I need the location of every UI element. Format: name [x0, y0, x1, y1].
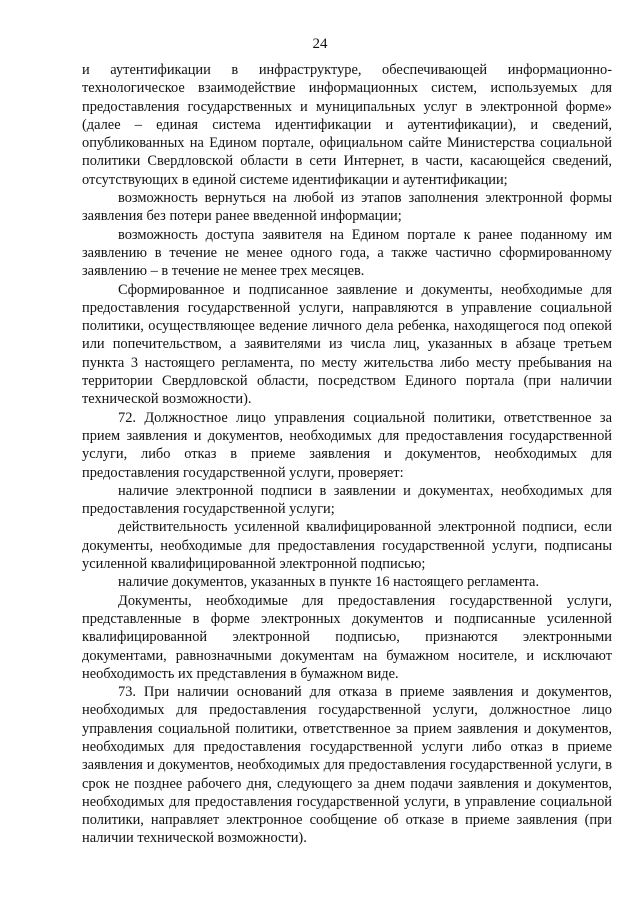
paragraph-signature-validity: действительность усиленной квалифицированной электронной подписи, если документы, необходимые для предоставления государственной услуги, подписаны усиленной квалифицированной электронной подписью; [82, 519, 612, 573]
document-body [82, 61, 612, 848]
paragraph-continuation: и аутентификации в инфраструктуре, обеспечивающей информационно-технологическое взаимодействие информационных систем, используемых для предоставления государственных и муниципальных услуг в электронной форме» (далее – единая система идентификации и аутентификации), и сведений, опубликованных на Едином портале, официальном сайте Министерства социальной политики Свердловской области в сети Интернет, в части, касающейся сведений, отсутствующих в единой системе идентификации и аутентификации; [82, 62, 612, 188]
paragraph-signature-presence: наличие электронной подписи в заявлении и документах, необходимых для предоставления государственной услуги; [82, 482, 612, 518]
paragraph-clause-72: 72. Должностное лицо управления социальной политики, ответственное за прием заявления и документов, необходимых для предоставления государственной услуги, либо отказ в приеме заявления и документов, необходимых для предоставления государственной услуги, проверяет: [82, 409, 612, 481]
paragraph-return-option: возможность вернуться на любой из этапов заполнения электронной формы заявления без потери ранее введенной информации; [82, 190, 612, 225]
paragraph-documents-presence: наличие документов, указанных в пункте 16 настоящего регламента. [118, 574, 540, 591]
paragraph-clause-73: 73. При наличии оснований для отказа в приеме заявления и документов, необходимых для предоставления государственной услуги, должностное лицо управления социальной политики, ответственное за прием заявления и документов, необходимых для предоставления государственной услуги либо отказ в приеме заявления и документов, необходимых для предоставления государственной услуги, в срок не позднее рабочего дня, следующего за днем подачи заявления и документов, необходимых для предоставления государственной услуги, в управление социальной политики, направляет электронное сообщение об отказе в приеме заявления (при наличии технической возможности). [82, 684, 612, 847]
paragraph-electronic-documents: Документы, необходимые для предоставления государственной услуги, представленные в форме электронных документов и подписанные усиленной квалифицированной электронной подписью, признаются электронными документами, равнозначными документам на бумажном носителе, и исключают необходимость их представления в бумажном виде. [82, 592, 612, 682]
page-number: 24 [312, 36, 328, 52]
paragraph-submission: Сформированное и подписанное заявление и документы, необходимые для предоставления государственной услуги, направляются в управление социальной политики, осуществляющее ведение личного дела ребенка, находящегося под опекой или попечительством, а заявителями из числа лиц, указанных в абзаце третьем пункта 3 настоящего регламента, по месту жительства либо месту пребывания на территории Свердловской области, посредством Единого портала (при наличии технической возможности). [82, 281, 612, 408]
paragraph-access-option: возможность доступа заявителя на Едином портале к ранее поданному им заявлению в течение не менее одного года, а также частично сформированному заявлению – в течение не менее трех месяцев. [82, 226, 612, 280]
